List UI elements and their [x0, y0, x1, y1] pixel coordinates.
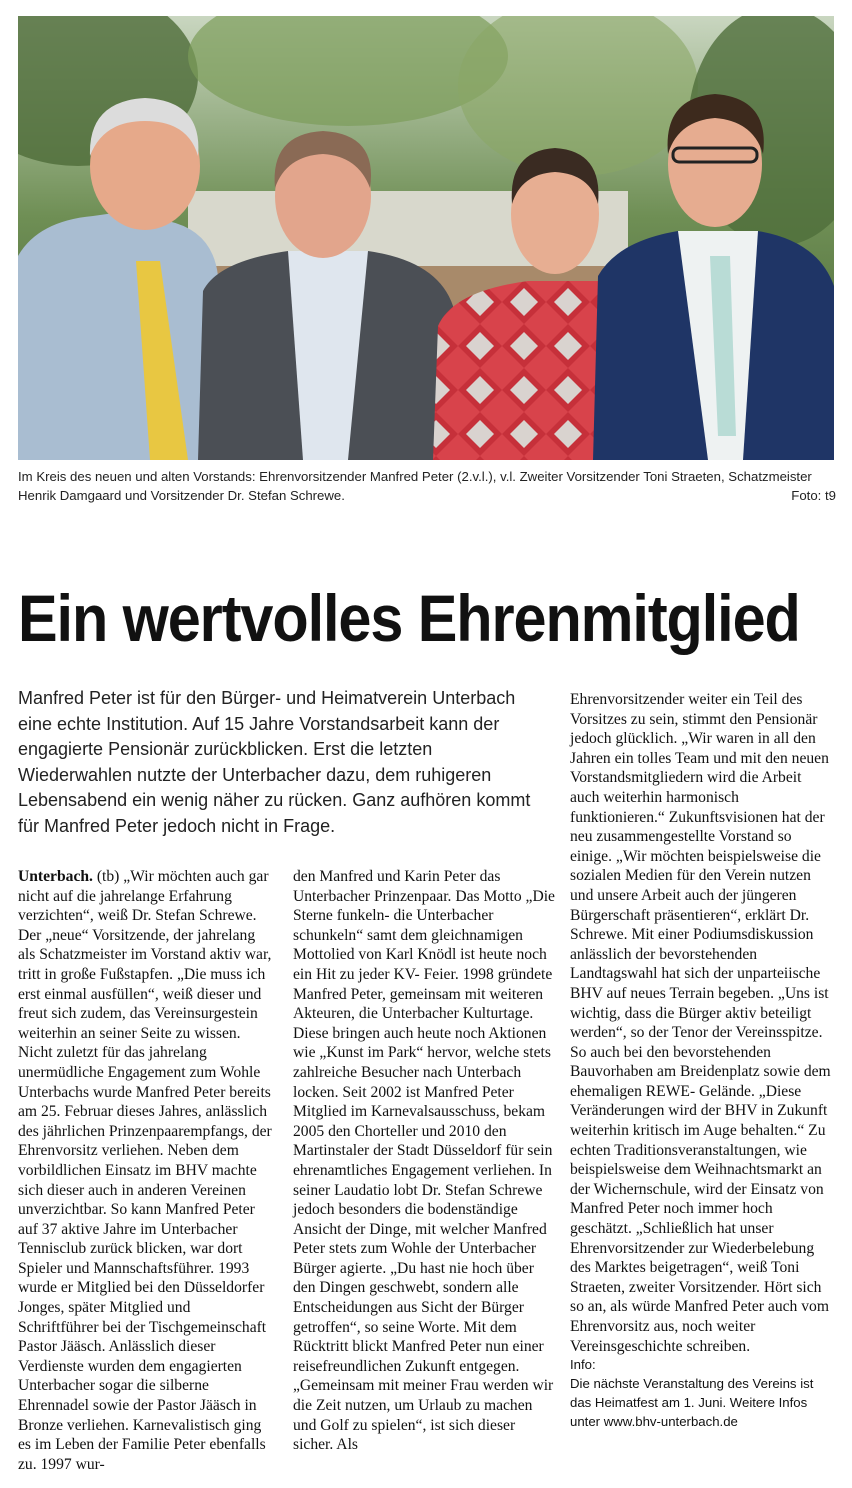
article-photo	[18, 16, 834, 460]
article-column-3	[570, 690, 834, 1431]
article-column-2	[293, 867, 555, 1455]
column-1-text: (tb) „Wir möchten auch gar nicht auf die jahrelange Erfahrung verzichten“, weiß Dr. Stefan Schrewe. Der „neue“ Vorsitzende, der jahrelang als Schatzmeister im Vorstand aktiv war, tritt in große Fußstapfen. „Die muss ich erst einmal ausfüllen“, weiß dieser und freut sich zudem, das Vereinsurgestein weiterhin an seiner Seite zu wissen. Nicht zuletzt für das jahrelang unermüdliche Engagement zum Wohle Unterbachs wurde Manfred Peter bereits am 25. Februar dieses Jahres, anlässlich des jährlichen Prinzenpaarempfangs, der Ehrenvorsitz verliehen. Neben dem vorbildlichen Einsatz im BHV machte sich dieser auch in anderen Vereinen unverzichtbar. So kann Manfred Peter auf 37 aktive Jahre im Unterbacher Tennisclub zurück blicken, war dort Spieler und Mannschaftsführer. 1993 wurde er Mitglied bei den Düsseldorfer Jonges, später Mitglied und Schriftführer bei der Tischgemeinschaft Pastor Jääsch. Anlässlich dieser Verdienste wurden dem engagierten Unterbacher sogar die silberne Ehrennadel sowie der Pastor Jääsch in Bronze verliehen. Karnevalistisch ging es im Leben der Familie Peter ebenfalls zu. 1997 wur-	[18, 868, 272, 1473]
photo-credit: Foto: t9	[791, 488, 836, 503]
article-lead: Manfred Peter ist für den Bürger- und Heimatverein Unterbach eine echte Institution. Auf 15 Jahre Vorstandsarbeit kann der engagierte Pensionär zurückblicken. Erst die letzten Wiederwahlen nutzte der Unterbacher dazu, dem ruhigeren Lebensabend ein wenig näher zu rücken. Ganz aufhören kommt für Manfred Peter jedoch nicht in Frage.	[18, 688, 531, 836]
info-label: Info:	[570, 1357, 596, 1373]
column-3-text: Ehrenvorsitzender weiter ein Teil des Vorsitzes zu sein, stimmt den Pensionär jedoch glücklich. „Wir waren in all den Jahren ein tolles Team und mit den neuen Vorstandsmitgliedern wird die Arbeit auch weiterhin harmonisch funktionieren.“ Zukunftsvisionen hat der neu zusammengestellte Vorstand so einige. „Wir möchten beispielsweise die sozialen Medien für den Verein nutzen und unsere Arbeit auch der jüngeren Bürgerschaft präsentieren“, erklärt Dr. Schrewe. Mit einer Podiumsdiskussion anlässlich der bevorstehenden Landtagswahl hat sich der unparteiische BHV auf neues Terrain begeben. „Uns ist wichtig, dass die Bürger aktiv beteiligt werden“, so der Tenor der Vereinsspitze. So auch bei den bevorstehenden Bauvorhaben am Breidenplatz sowie dem ehemaligen REWE- Gelände. „Diese Veränderungen wird der BHV in Zukunft weiterhin kritisch im Auge behalten.“ Zu echten Traditionsveranstaltungen, wie beispielsweise dem Weihnachtsmarkt an der Wichernschule, wird der Einsatz von Manfred Peter noch immer hoch geschätzt. „Schließlich hat unser Ehrenvorsitzender zur Wiederbelebung des Marktes beigetragen“, weiß Toni Straeten, zweiter Vorsitzender. Hört sich so an, als würde Manfred Peter auch vom Ehrenvorsitz aus, noch weiter Vereinsgeschichte schreiben.	[570, 691, 831, 1355]
dateline: Unterbach.	[18, 868, 93, 885]
caption-text: Im Kreis des neuen und alten Vorstands: Ehrenvorsitzender Manfred Peter (2.v.l.), v.l. Zweiter Vorsitzender Toni Straeten, Schatzmeister Henrik Damgaard und Vorsitzender Dr. Stefan Schrewe.	[18, 469, 812, 503]
group-photo-icon	[18, 16, 834, 460]
photo-caption	[18, 467, 836, 505]
article-column-1	[18, 867, 274, 1474]
article-headline: Ein wertvolles Ehrenmitglied	[18, 581, 800, 655]
info-text: Die nächste Veranstaltung des Vereins ist das Heimatfest am 1. Juni. Weitere Infos unter www.bhv-unterbach.de	[570, 1376, 814, 1430]
column-2-text: den Manfred und Karin Peter das Unterbacher Prinzenpaar. Das Motto „Die Sterne funkeln- die Unterbacher schunkeln“ samt dem gleichnamigen Mottolied von Karl Knödl ist heute noch ein Hit zu jeder KV- Feier. 1998 gründete Manfred Peter, gemeinsam mit weiteren Akteuren, die Unterbacher Kulturtage. Diese bringen auch heute noch Aktionen wie „Kunst im Park“ hervor, welche stets zahlreiche Besucher nach Unterbach locken. Seit 2002 ist Manfred Peter Mitglied im Karnevalsausschuss, bekam 2005 den Chorteller und 2010 den Martinstaler der Stadt Düsseldorf für sein ehrenamtliches Engagement verliehen. In seiner Laudatio lobt Dr. Stefan Schrewe jedoch besonders die bodenständige Ansicht der Dinge, mit welcher Manfred Peter stets zum Wohle der Unterbacher Bürger agierte. „Du hast nie hoch über den Dingen geschwebt, sondern alle Entscheidungen aus Sicht der Bürger getroffen“, so seine Worte. Mit dem Rücktritt blickt Manfred Peter nun einer reisefreundlichen Zukunft entgegen. „Gemeinsam mit meiner Frau werden wir die Zeit nutzen, um Urlaub zu machen und Golf zu spielen“, ist sich dieser sicher. Als	[293, 868, 555, 1454]
